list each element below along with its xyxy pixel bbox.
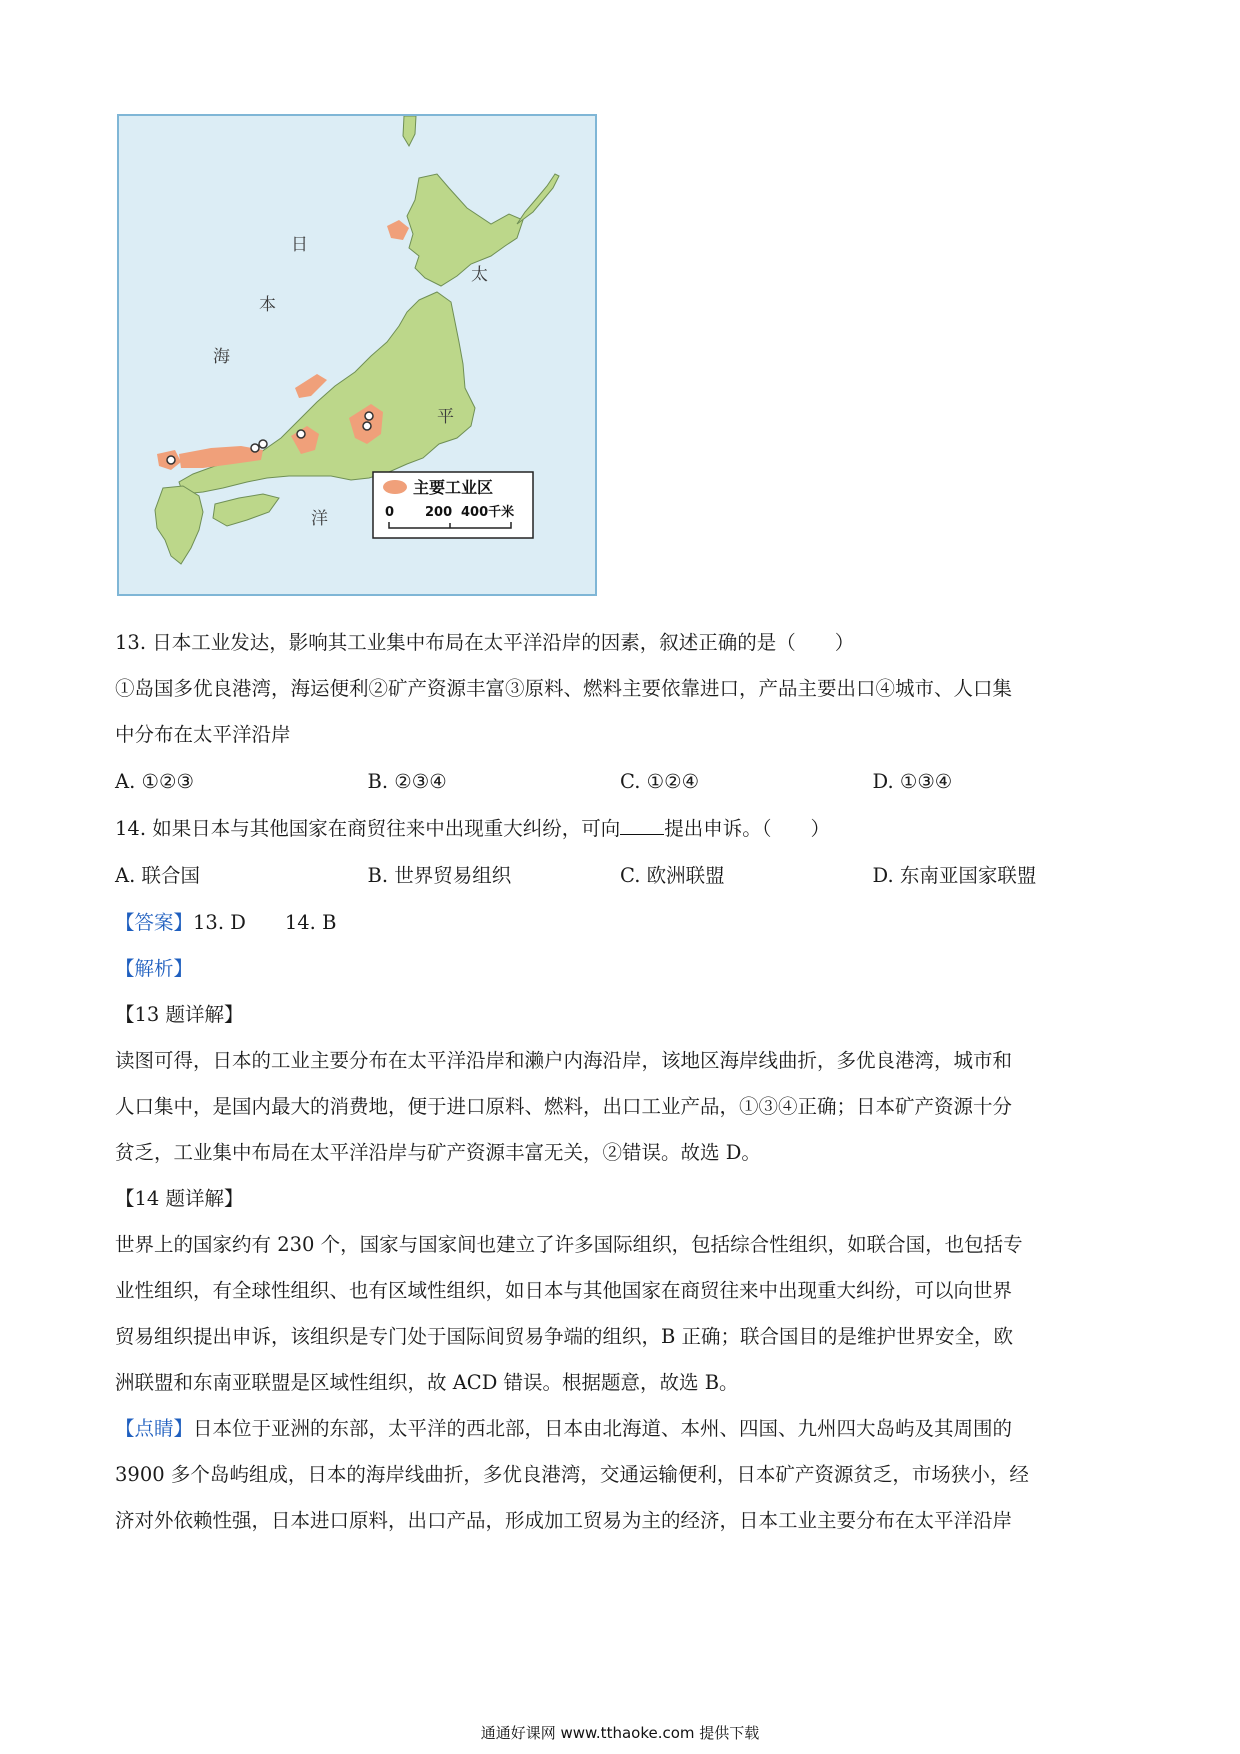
q13-stem: 13. 日本工业发达，影响其工业集中布局在太平洋沿岸的因素，叙述正确的是（ ） — [115, 631, 855, 654]
detail13-line-3: 贫乏，工业集中布局在太平洋沿岸与矿产资源丰富无关，②错误。故选 D。 — [115, 1141, 761, 1164]
q14-stem-after: 提出申诉。（ ） — [664, 817, 830, 840]
q13-option-b: B. ②③④ — [367, 770, 447, 793]
q14-option-a: A. 联合国 — [115, 864, 200, 887]
detail14-line-1: 世界上的国家约有 230 个，国家与国家间也建立了许多国际组织，包括综合性组织，如联合国，也包括专 — [115, 1233, 1023, 1256]
city-marker-tokyo — [365, 412, 373, 420]
q13-option-c: C. ①②④ — [620, 770, 700, 793]
note-tag: 【点睛】 — [115, 1417, 194, 1440]
page-footer: 通通好课网 www.tthaoke.com 提供下载 — [480, 1724, 760, 1742]
note-line-3: 济对外依赖性强，日本进口原料，出口产品，形成加工贸易为主的经济，日本工业主要分布在太平洋沿岸 — [115, 1509, 1013, 1532]
answer-text: 13. D 14. B — [193, 911, 337, 934]
scale-label-400: 400千米 — [461, 505, 515, 520]
note-line-2: 3900 多个岛屿组成，日本的海岸线曲折，多优良港湾，交通运输便利，日本矿产资源贫乏，市场狭小，经 — [115, 1463, 1029, 1486]
ocean-label-char-2: 平 — [437, 407, 454, 427]
scale-label-0: 0 — [385, 505, 395, 520]
sea-label-char-3: 海 — [213, 347, 230, 367]
detail13-title: 【13 题详解】 — [115, 1003, 244, 1026]
q13-option-a: A. ①②③ — [115, 770, 194, 793]
q14-stem — [115, 806, 1125, 852]
q14-option-d: D. 东南亚国家联盟 — [872, 864, 1037, 887]
q13-option-d: D. ①③④ — [872, 770, 953, 793]
note-line-1 — [115, 1406, 1125, 1452]
note-first-line: 日本位于亚洲的东部，太平洋的西北部，日本由北海道、本州、四国、九州四大岛屿及其周围的 — [193, 1417, 1013, 1440]
city-marker-nagoya — [297, 430, 305, 438]
q14-stem-before: 14. 如果日本与其他国家在商贸往来中出现重大纠纷，可向 — [115, 817, 621, 840]
q14-options — [115, 852, 1125, 900]
analysis-line — [115, 946, 1125, 992]
ocean-label-char-3: 洋 — [311, 509, 328, 529]
detail14-line-4: 洲联盟和东南亚联盟是区域性组织，故 ACD 错误。根据题意，故选 B。 — [115, 1371, 739, 1394]
detail14-title: 【14 题详解】 — [115, 1187, 244, 1210]
map-legend — [373, 472, 533, 538]
q13-statements-line-2: 中分布在太平洋沿岸 — [115, 723, 291, 746]
questions-section — [115, 620, 1125, 1544]
detail13-line-1: 读图可得，日本的工业主要分布在太平洋沿岸和濑户内海沿岸，该地区海岸线曲折，多优良港湾，城市和 — [115, 1049, 1013, 1072]
city-marker-kitakyushu — [167, 456, 175, 464]
q14-blank — [620, 816, 664, 835]
legend-swatch — [383, 480, 407, 494]
q14-option-c: C. 欧洲联盟 — [620, 864, 725, 887]
legend-label: 主要工业区 — [413, 478, 494, 497]
answer-tag: 【答案】 — [115, 911, 194, 934]
detail14-line-2: 业性组织，有全球性组织、也有区域性组织，如日本与其他国家在商贸往来中出现重大纠纷，可以向世界 — [115, 1279, 1013, 1302]
city-marker-osaka — [259, 440, 267, 448]
map-svg — [119, 116, 595, 594]
answer-line — [115, 900, 1125, 946]
ocean-label-char-1: 太 — [471, 265, 488, 285]
scale-label-200: 200 — [425, 505, 453, 520]
city-marker-kobe — [251, 444, 259, 452]
analysis-tag: 【解析】 — [115, 957, 194, 980]
sea-label-char-2: 本 — [259, 295, 276, 315]
sea-label-char-1: 日 — [291, 235, 308, 255]
q13-statements-line-1: ①岛国多优良港湾，海运便利②矿产资源丰富③原料、燃料主要依靠进口，产品主要出口④城市、人口集 — [115, 677, 1013, 700]
japan-industrial-map — [117, 114, 597, 596]
city-marker-yokohama — [363, 422, 371, 430]
q14-option-b: B. 世界贸易组织 — [367, 864, 512, 887]
q13-options — [115, 758, 1125, 806]
detail13-line-2: 人口集中，是国内最大的消费地，便于进口原料、燃料，出口工业产品，①③④正确；日本矿产资源十分 — [115, 1095, 1013, 1118]
detail14-line-3: 贸易组织提出申诉，该组织是专门处于国际间贸易争端的组织，B 正确；联合国目的是维护世界安全，欧 — [115, 1325, 1014, 1348]
